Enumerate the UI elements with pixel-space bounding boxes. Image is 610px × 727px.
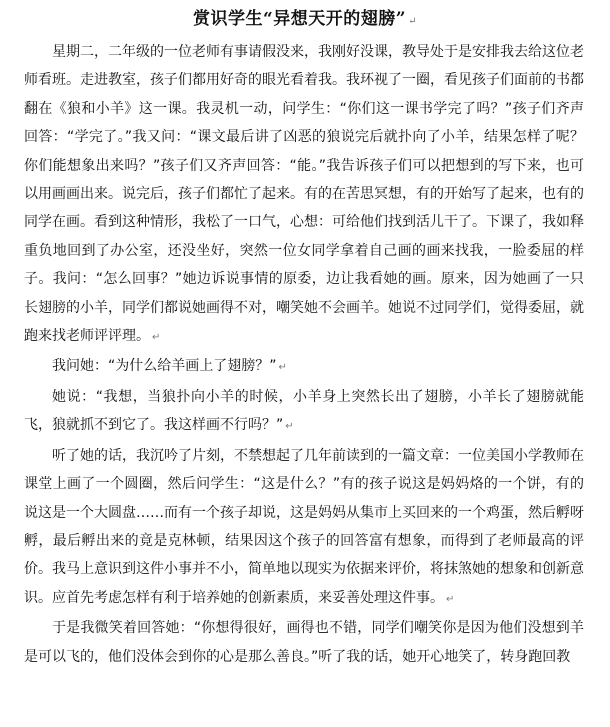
paragraph-mark-icon: ↵ [152,332,161,344]
paragraph-text: 星期二，二年级的一位老师有事请假没来，我刚好没课，教导处于是安排我去给这位老师看班。走进教室，孩子们都用好奇的眼光看着我。我环视了一圈，看见孩子们面前的书都翻在《狼和小羊》这一课。我灵机一动，问学生：“你们这一课书学完了吗？”孩子们齐声回答：“学完了。”我又问：“课文最后讲了凶恶的狼说完后就扑向了小羊，结果怎样了呢？你们能想象出来吗？”孩子们又齐声回答：“能。”我告诉孩子们可以把想到的写下来，也可以用画画出来。说完后，孩子们都忙了起来。有的在苦思冥想，有的开始写了起来，也有的同学在画。看到这种情形，我松了一口气，心想：可给他们找到活儿干了。下课了，我如释重负地回到了办公室，还没坐好，突然一位女同学拿着自己画的画来找我，一脸委屈的样子。我问：“怎么回事？”她边诉说事情的原委，边让我看她的画。原来，因为她画了一只长翅膀的小羊，同学们都说她画得不对，嘲笑她不会画羊。她说不过同学们，觉得委屈，就跑来找老师评评理。 [24,44,584,345]
paragraph-mark-icon: ↵ [408,16,417,27]
paragraph-5 [24,614,584,671]
paragraph-3 [24,383,584,442]
paragraph-text: 她说：“我想，当狼扑向小羊的时候，小羊身上突然长出了翅膀，小羊长了翅膀就能飞，狼就抓不到它了。我这样画不行吗？” [24,388,584,434]
paragraph-mark-icon: ↵ [446,593,455,605]
paragraph-mark-icon: ↵ [278,362,287,374]
paragraph-text: 于是我微笑着回答她：“你想得很好，画得也不错，同学们嘲笑你是因为他们没想到羊是可以飞的，他们没体会到你的心是那么善良。”听了我的话，她开心地笑了，转身跑回教 [24,620,584,665]
paragraph-text: 我问她：“为什么给羊画上了翅膀？” [52,358,277,375]
document-body [24,38,584,671]
paragraph-text: 听了她的话，我沉吟了片刻，不禁想起了几年前读到的一篇文章：一位美国小学教师在课堂上画了一个圆圈，然后问学生：“这是什么？”有的孩子说这是妈妈烙的一个饼，有的说这是一个大圆盘……而有一个孩子却说，这是妈妈从集市上买回来的一个鸡蛋，然后孵呀孵，最后孵出来的竟是克林顿，结果因这个孩子的回答富有想象，而得到了老师最高的评价。我马上意识到这件小事并不小，简单地以现实为依据来评价，将抹煞她的想象和创新意识。应首先考虑怎样有利于培养她的创新素质，来妥善处理这件事。 [24,447,584,606]
document-title [0,7,610,34]
paragraph-4 [24,442,584,614]
paragraph-1 [24,38,584,352]
title-text: 赏识学生“异想天开的翅膀” [193,9,407,29]
paragraph-2 [24,352,584,382]
paragraph-mark-icon: ↵ [285,421,294,433]
